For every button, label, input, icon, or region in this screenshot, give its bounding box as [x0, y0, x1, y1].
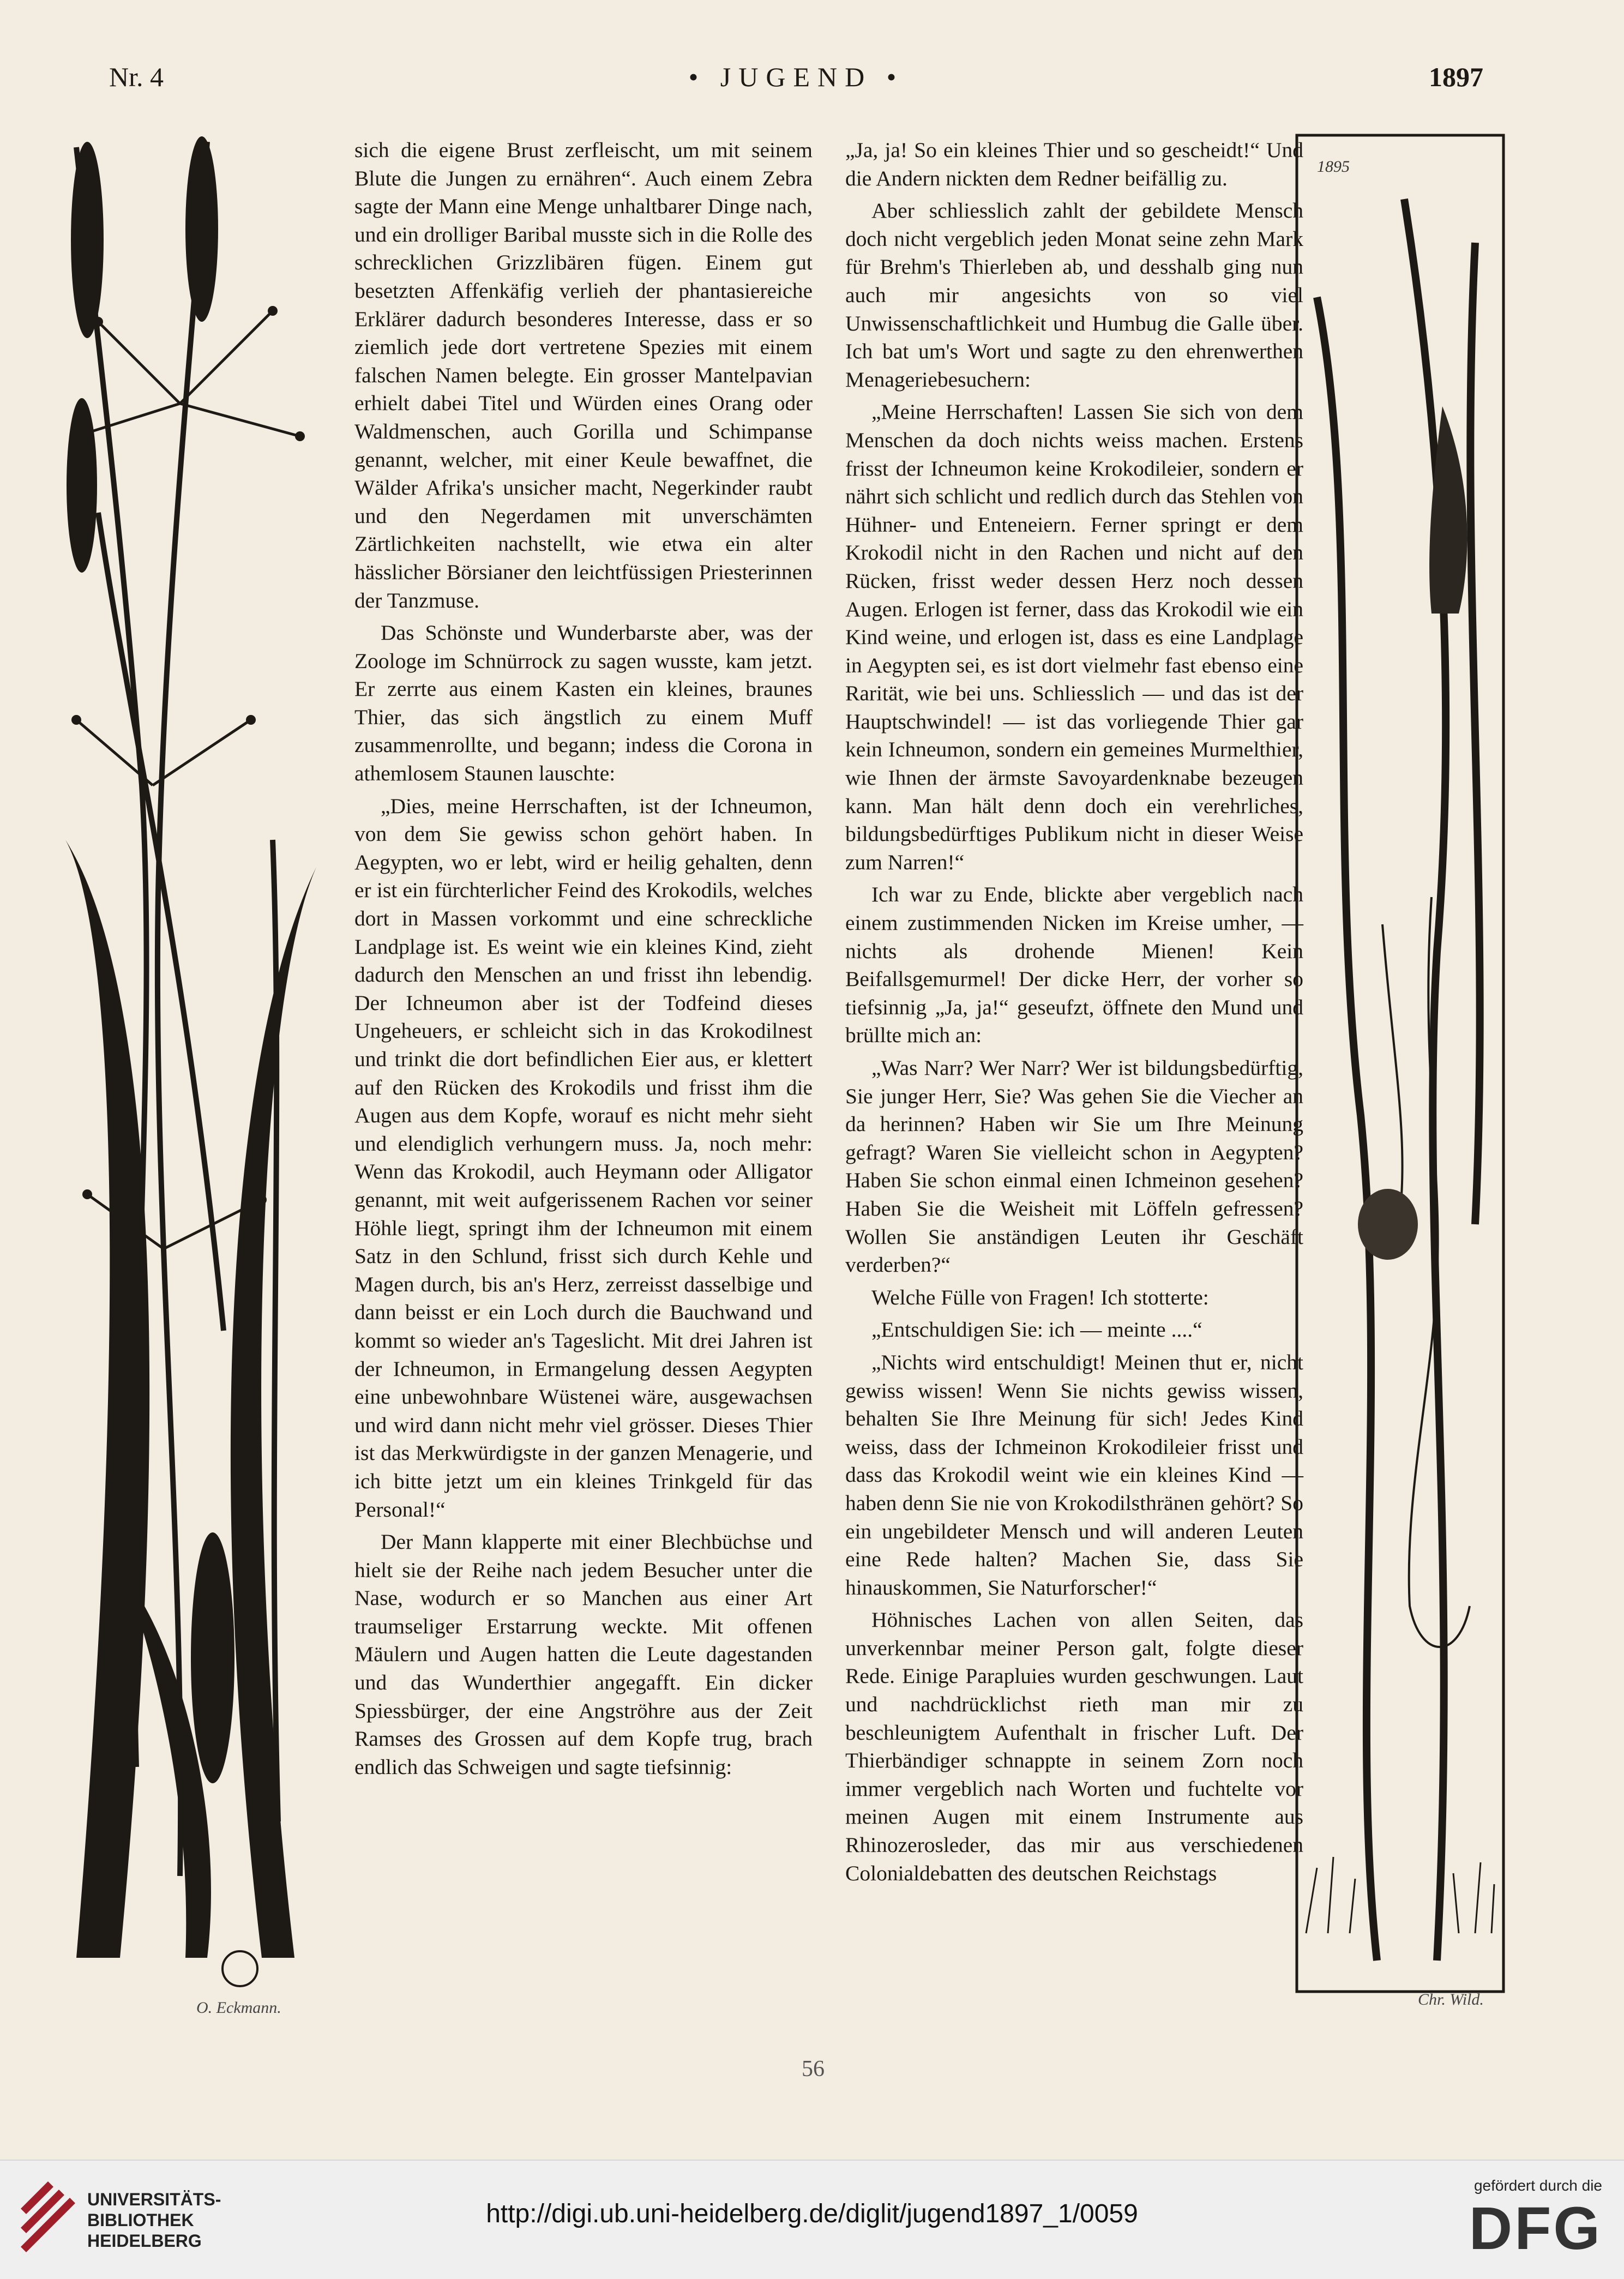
illustration-date: 1895: [1317, 158, 1350, 176]
issue-number: Nr. 4: [109, 62, 164, 92]
permalink-url[interactable]: http://digi.ub.uni-heidelberg.de/diglit/jugend1897_1/0059: [486, 2199, 1138, 2228]
funding-note: gefördert durch die: [1473, 2177, 1602, 2194]
paragraph: „Dies, meine Herrschaften, ist der Ichneumon, von dem Sie gewiss schon gehört haben. In Aegypten, wo er lebt, wird er heilig gehalten, denn er ist ein fürchterlicher Feind des Krokodils, welches dort in Massen vorkommt und eine schreckliche Landplage ist. Es weint wie ein kleines Kind, zieht dadurch den Menschen an und frisst ihn lebendig. Der Ichneumon aber ist der Todfeind dieses Ungeheuers, er schleicht sich in das Krokodilnest und trinkt die dort befindlichen Eier aus, er klettert auf den Rücken des Krokodils und frisst ihm die Augen aus dem Kopfe, worauf es nicht mehr sieht und elendiglich verhungern muss. Ja, noch mehr: Wenn das Krokodil, auch Heymann oder Alligator genannt, mit weit aufgerissenem Rachen vor seiner Höhle liegt, springt ihm der Ichneumon mit einem Satz in den Schlund, frisst sich durch Kehle und Magen durch, bis an's Herz, zerreisst dasselbige und dann beisst er ein Loch durch die Bauchwand und kommt so wieder an's Tageslicht. Mit drei Jahren ist der Ichneumon, in Ermangelung dessen Aegypten eine unbewohnbare Wüstenei wäre, ausgewachsen und wird dann nicht mehr viel grösser. Dieses Thier ist das Merkwürdigste in der ganzen Menagerie, und ich bitte jetzt um ein kleines Trinkgeld für das Personal!“: [354, 793, 813, 1522]
paragraph: Höhnisches Lachen von allen Seiten, das unverkennbar meiner Person galt, folgte dieser Rede. Einige Parapluies wurden geschwungen. Laut und nachdrücklichst rieth man mir zu beschleunigtem Aufenthalt in frischer Luft. Der Thierbändiger schnappte in seinem Zorn noch immer vergeblich nach Worten und fuchtelte vor meinen Augen mit einem Instrumente aus Rhinozerosleder, das mir aus verschiedenen Colonialdebatten des deutschen Reichstags: [845, 1608, 1303, 1885]
text-column-left: [354, 136, 813, 1785]
paragraph: „Nichts wird entschuldigt! Meinen thut er, nicht gewiss wissen! Wenn Sie nichts gewiss wissen, behalten Sie Ihre Meinung für sich! Jedes Kind weiss, dass der Ichmeinon Krokodileier frisst und dass das Krokodil weint wie ein kleines Kind — haben denn Sie nie von Krokodilsthränen gehört? So ein ungebildeter Mensch und will anderen Leuten eine Rede halten? Machen Sie, dass Sie hinauskommen, Sie Naturforscher!“: [845, 1350, 1303, 1599]
paragraph: sich die eigene Brust zerfleischt, um mit seinem Blute die Jungen zu ernähren“. Auch einem Zebra sagte der Mann eine Menge unhaltbarer Dinge nach, und ein drolliger Baribal musste sich in die Rolle des schrecklichen Grizzlibären fügen. Einem gut besetzten Affenkäfig verlieh der phantasiereiche Erklärer dadurch besonderes Interesse, dass er so ziemlich jede dort vertretene Spezies mit einem falschen Namen belegte. Ein grosser Mantelpavian erhielt dabei Titel und Würden eines Orang oder Waldmenschen, auch Gorilla und Schimpanse genannt, welcher, mit einer Keule bewaffnet, die Wälder Afrika's unsicher macht, Negerkinder raubt und den Negerdamen mit unverschämten Zärtlichkeiten nachstellt, wie etwa ein alter hässlicher Börsianer den leichtfüssigen Priesterinnen der Tanzmuse.: [354, 138, 813, 612]
paragraph: Aber schliesslich zahlt der gebildete Mensch doch nicht vergeblich jeden Monat seine zehn Mark für Brehm's Thierleben ab, und desshalb ging nun auch mir angesichts von so viel Unwissenschaftlichkeit und Humbug die Galle über. Ich bat um's Wort und sagte zu den ehrenwerthen Menageriebesuchern:: [845, 199, 1303, 392]
page-number: 56: [802, 2056, 825, 2082]
figure-ornament-illustration: [1295, 134, 1505, 1993]
caption-left-artist: O. Eckmann.: [196, 1999, 281, 2017]
paragraph: „Meine Herrschaften! Lassen Sie sich von dem Menschen da doch nichts weiss machen. Erstens frisst der Ichneumon keine Krokodileier, sondern er nährt sich schlicht und redlich durch das Stehlen von Hühner- und Enteneiern. Ferner springt er dem Krokodil nicht in den Rachen und nicht auf den Rücken, frisst weder dessen Herz noch dessen Augen. Erlogen ist ferner, dass das Krokodil wie ein Kind weine, und erlogen ist, dass es eine Landplage in Aegypten sei, es ist dort vielmehr fast ebenso eine Rarität, wie bei uns. Schliesslich — und das ist der Hauptschwindel! — ist das vorliegende Thier gar kein Ichneumon, sondern ein gemeines Murmelthier, wie Ihnen der ärmste Savoyardenknabe bezeugen kann. Man hält denn doch ein verehrliches, bildungsbedürftiges Publikum nicht in dieser Weise zum Narren!“: [845, 400, 1303, 874]
paragraph: „Entschuldigen Sie: ich — meinte ....“: [871, 1318, 1202, 1342]
caption-right-artist: Chr. Wild.: [1418, 1991, 1484, 2009]
journal-title: • JUGEND •: [688, 62, 904, 92]
text-column-right: [845, 136, 1303, 1892]
library-name[interactable]: UNIVERSITÄTS- BIBLIOTHEK HEIDELBERG: [87, 2190, 221, 2251]
paragraph: Ich war zu Ende, blickte aber vergeblich nach einem zustimmenden Nicken im Kreise umher, — nichts als drohende Mienen! Kein Beifallsgemurmel! Der dicke Herr, der vorher so tiefsinnig „Ja, ja!“ geseufzt, öffnete den Mund und brüllte mich an:: [845, 882, 1303, 1048]
plant-ornament-illustration: [44, 131, 338, 1996]
running-header: [109, 61, 1483, 99]
paragraph: Das Schönste und Wunderbarste aber, was der Zoologe im Schnürrock zu sagen wusste, kam jetzt. Er zerrte aus einem Kasten ein kleines, braunes Thier, das sich ängstlich zu einem Muff zusammenrollte, und begann; indess die Corona in athemlosem Staunen lauschte:: [354, 621, 813, 786]
year: 1897: [1429, 62, 1483, 92]
paragraph: „Was Narr? Wer Narr? Wer ist bildungsbedürftig, Sie junger Herr, Sie? Was gehen Sie die Viecher an da herinnen? Haben wir Sie um Ihre Meinung gefragt? Waren Sie vielleicht schon in Aegypten? Haben Sie schon einmal einen Ichmeinon gesehen? Haben Sie die Weisheit mit Löffeln gefressen? Wollen Sie anständigen Leuten ihr Geschäft verderben?“: [845, 1056, 1303, 1277]
viewer-footer: [0, 2160, 1624, 2279]
paragraph: Welche Fülle von Fragen! Ich stotterte:: [871, 1285, 1209, 1309]
dfg-logo[interactable]: DFG: [1469, 2195, 1602, 2262]
paragraph: Der Mann klapperte mit einer Blechbüchse und hielt sie der Reihe nach jedem Besucher unter die Nase, wodurch er so Manchen aus einer Art traumseliger Erstarrung weckte. Mit offenen Mäulern und Augen hatten die Leute dagestanden und das Wunderthier angegafft. Ein dicker Spiessbürger, der eine Angströhre aus der Zeit Ramses des Grossen auf dem Kopfe trug, brach endlich das Schweigen und sagte tiefsinnig:: [354, 1530, 813, 1779]
paragraph: „Ja, ja! So ein kleines Thier und so gescheidt!“ Und die Andern nickten dem Redner beifällig zu.: [845, 138, 1303, 190]
